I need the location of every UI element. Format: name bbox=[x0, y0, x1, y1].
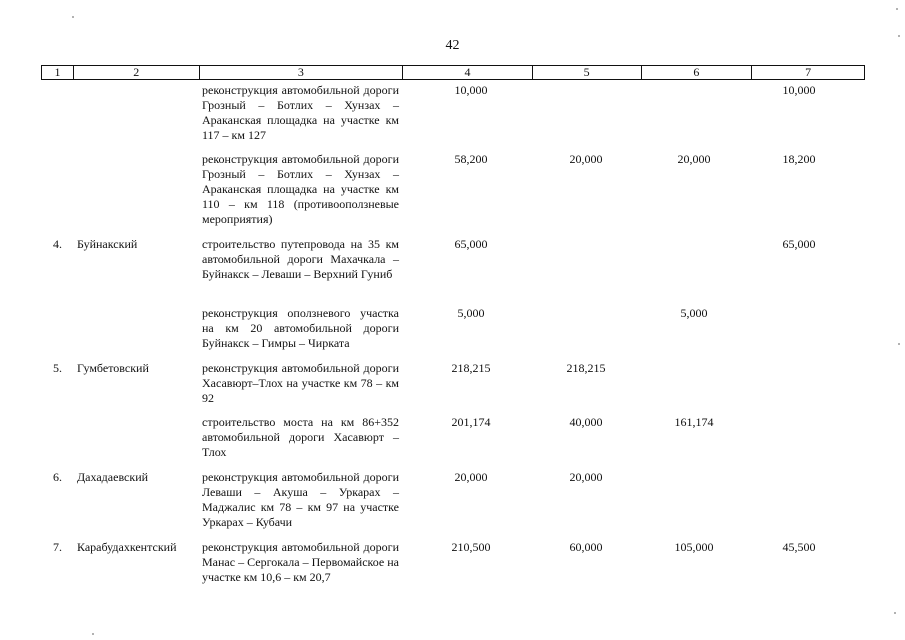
value-col-5: 20,000 bbox=[569, 152, 603, 166]
scan-speck bbox=[898, 35, 900, 37]
row-number: 4. bbox=[53, 237, 62, 251]
value-col-5: 40,000 bbox=[569, 415, 603, 429]
district-name: Гумбетовский bbox=[77, 361, 149, 375]
district-name: Дахадаевский bbox=[77, 470, 149, 484]
value-col-4: 58,200 bbox=[454, 152, 488, 166]
value-col-7: 45,500 bbox=[782, 540, 816, 554]
header-col-5: 5 bbox=[533, 66, 642, 79]
value-col-5: 60,000 bbox=[569, 540, 603, 554]
project-description: строительство путепровода на 35 км автомобильной дороги Махачкала – Буйнакск – Леваши – Верхний Гуниб bbox=[202, 237, 399, 281]
project-description: реконструкция автомобильной дороги Грозный – Ботлих – Хунзах – Араканская площадка на участке км 110 – км 118 (противооползневые мероприятия) bbox=[202, 152, 399, 226]
scan-speck bbox=[72, 16, 74, 18]
header-col-2: 2 bbox=[74, 66, 200, 79]
header-col-7: 7 bbox=[805, 65, 812, 79]
value-col-4: 5,000 bbox=[457, 306, 485, 320]
value-col-6: 5,000 bbox=[680, 306, 708, 320]
district-name: Буйнакский bbox=[77, 237, 138, 251]
project-description: строительство моста на км 86+352 автомобильной дороги Хасавюрт – Тлох bbox=[202, 415, 399, 459]
scan-speck bbox=[898, 343, 900, 345]
page-number: 42 bbox=[445, 38, 460, 53]
header-col-4: 4 bbox=[403, 66, 533, 79]
project-description: реконструкция автомобильной дороги Хасавюрт–Тлох на участке км 78 – км 92 bbox=[202, 361, 399, 405]
row-number: 5. bbox=[53, 361, 62, 375]
header-col-1: 1 bbox=[42, 66, 74, 79]
value-col-7: 18,200 bbox=[782, 152, 816, 166]
scan-speck bbox=[894, 612, 896, 614]
project-description: реконструкция автомобильной дороги Манас – Сергокала – Первомайское на участке км 10,6 – км 20,7 bbox=[202, 540, 399, 584]
value-col-4: 201,174 bbox=[451, 415, 491, 429]
value-col-5: 20,000 bbox=[569, 470, 603, 484]
value-col-4: 10,000 bbox=[454, 83, 488, 97]
district-name: Карабудахкентский bbox=[77, 540, 177, 554]
value-col-5: 218,215 bbox=[566, 361, 606, 375]
value-col-6: 20,000 bbox=[677, 152, 711, 166]
row-number: 6. bbox=[53, 470, 62, 484]
value-col-7: 10,000 bbox=[782, 83, 816, 97]
value-col-7: 65,000 bbox=[782, 237, 816, 251]
project-description: реконструкция оползневого участка на км 20 автомобильной дороги Буйнакск – Гимры – Чирката bbox=[202, 306, 399, 350]
value-col-4: 218,215 bbox=[451, 361, 491, 375]
value-col-4: 65,000 bbox=[454, 237, 488, 251]
header-col-6: 6 bbox=[642, 66, 753, 79]
project-description: реконструкция автомобильной дороги Леваши – Акуша – Уркарах – Маджалис км 78 – км 97 на участке Уркарах – Кубачи bbox=[202, 470, 399, 529]
table-header bbox=[41, 65, 865, 80]
value-col-4: 210,500 bbox=[451, 540, 491, 554]
scan-speck bbox=[896, 8, 898, 10]
header-col-3: 3 bbox=[200, 66, 404, 79]
row-number: 7. bbox=[53, 540, 62, 554]
value-col-6: 161,174 bbox=[674, 415, 714, 429]
scan-speck bbox=[92, 633, 94, 635]
project-description: реконструкция автомобильной дороги Грозный – Ботлих – Хунзах – Араканская площадка на участке км 117 – км 127 bbox=[202, 83, 399, 142]
value-col-4: 20,000 bbox=[454, 470, 488, 484]
value-col-6: 105,000 bbox=[674, 540, 714, 554]
